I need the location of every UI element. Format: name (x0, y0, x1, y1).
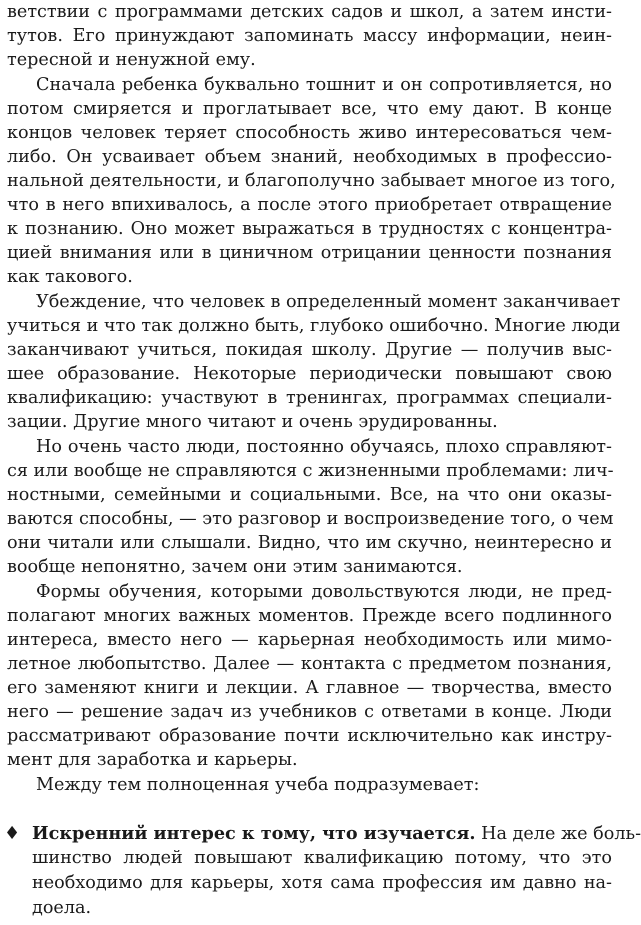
text-line: его заменяют книги и лекции. А главное — творчества, вместо (7, 678, 612, 698)
text-line: доела. (32, 898, 92, 918)
text-line: нальной деятельности, и благополучно забывает многое из того, (7, 171, 616, 191)
text-line: полагают многих важных моментов. Прежде всего подлинного (7, 606, 612, 626)
diamond-bullet-icon: ♦ (4, 823, 21, 844)
text-line: тересной и ненужной ему. (7, 50, 256, 70)
text-line: Но очень часто люди, постоянно обучаясь, плохо справляют- (36, 437, 612, 457)
text-line: заканчивают учиться, покидая школу. Другие — получив выс- (7, 340, 612, 360)
text-line: потом смиряется и проглатывает все, что ему дают. В конце (7, 99, 612, 119)
bullet-first-line (32, 821, 641, 846)
text-line: шее образование. Некоторые периодически повышают свою (7, 364, 612, 384)
text-line: Убеждение, что человек в определенный момент заканчивает (36, 292, 621, 312)
text-line: квалификацию: участвуют в тренингах, программах специали- (7, 388, 612, 408)
text-line: цией внимания или в циничном отрицании ценности познания (7, 243, 612, 263)
text-line: шинство людей повышают квалификацию потому, что это (32, 848, 612, 868)
text-line: Между тем полноценная учеба подразумевает: (36, 775, 480, 795)
text-line: летное любопытство. Далее — контакта с предметом познания, (7, 654, 612, 674)
text-line: тутов. Его принуждают запоминать массу информации, неин- (7, 26, 612, 46)
text-line: ностными, семейными и социальными. Все, на что они оказы- (7, 485, 612, 505)
text-line: ваются способны, — это разговор и воспроизведение того, о чем (7, 509, 614, 529)
text-line: вообще непонятно, зачем они этим занимаются. (7, 557, 463, 577)
text-line: интереса, вместо него — карьерная необходимость или мимо- (7, 630, 612, 650)
text-line: концов человек теряет способность живо интересоваться чем- (7, 123, 612, 143)
text-line: ся или вообще не справляются с жизненными проблемами: лич- (7, 461, 614, 481)
text-line: Формы обучения, которыми довольствуются люди, не пред- (36, 582, 612, 602)
text-line: него — решение задач из учебников с ответами в конце. Люди (7, 702, 612, 722)
text-line: необходимо для карьеры, хотя сама профессия им давно на- (32, 873, 612, 893)
text-line: к познанию. Оно может выражаться в трудностях с концентра- (7, 219, 612, 239)
text-line: что в него впихивалось, а после этого приобретает отвращение (7, 195, 612, 215)
bullet-text: На деле же боль- (475, 824, 641, 844)
text-line: рассматривают образование почти исключительно как инстру- (7, 726, 612, 746)
text-line: как такового. (7, 267, 133, 287)
text-line: ветствии с программами детских садов и школ, а затем инсти- (7, 2, 612, 22)
text-line: либо. Он усваивает объем знаний, необходимых в профессио- (7, 147, 612, 167)
text-line: Сначала ребенка буквально тошнит и он сопротивляется, но (36, 75, 612, 95)
text-line: они читали или слышали. Видно, что им скучно, неинтересно и (7, 533, 612, 553)
text-line: зации. Другие много читают и очень эрудированны. (7, 412, 498, 432)
bullet-heading: Искренний интерес к тому, что изучается. (32, 823, 476, 844)
text-line: мент для заработка и карьеры. (7, 750, 298, 770)
text-line: учиться и что так должно быть, глубоко ошибочно. Многие люди (7, 316, 621, 336)
